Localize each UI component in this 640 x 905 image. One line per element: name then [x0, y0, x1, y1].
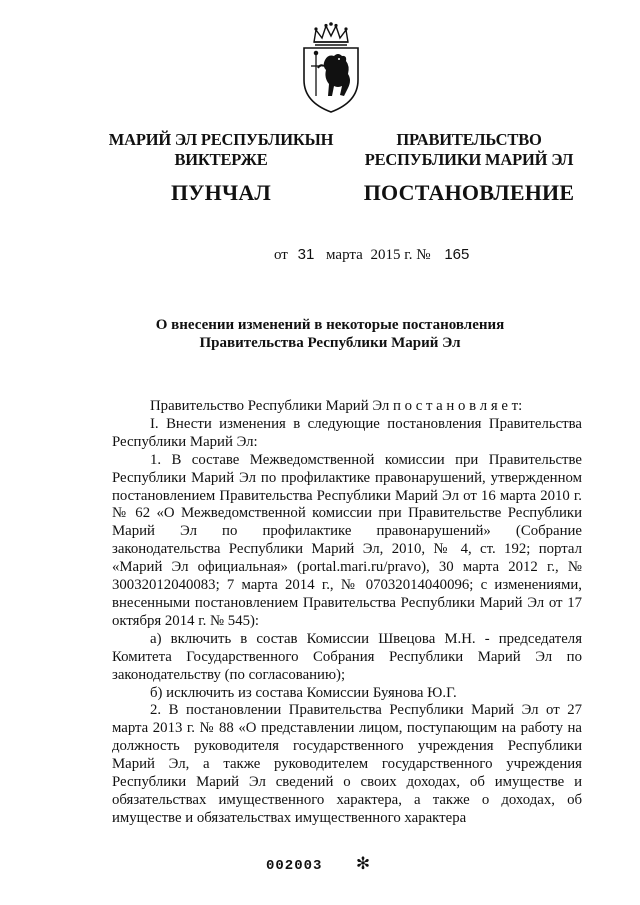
footer-serial-number: 002003: [266, 858, 323, 874]
footer-asterisk-mark: ✻: [355, 854, 372, 874]
document-title-line1: О внесении изменений в некоторые постановления: [155, 317, 505, 333]
document-number: 165: [444, 246, 470, 263]
date-prefix: от: [274, 247, 288, 263]
date-year: 2015 г. №: [370, 247, 431, 263]
header-left-line2: ВИКТЕРЖЕ: [174, 150, 268, 169]
date-month: марта: [326, 247, 363, 263]
document-title: [100, 316, 560, 352]
date-day: 31: [297, 246, 315, 263]
header-right-line1: ПРАВИТЕЛЬСТВО: [396, 130, 542, 149]
header-right-line2: РЕСПУБЛИКИ МАРИЙ ЭЛ: [364, 150, 574, 169]
document-title-line2: Правительства Республики Марий Эл: [199, 335, 461, 351]
header-right-doc-type: ПОСТАНОВЛЕНИЕ: [363, 180, 575, 205]
body-paragraph-item-1a: а) включить в состав Комиссии Швецова М.Н. - председателя Комитета Государственного Собрания Республики Марий Эл по законодательству (по согласованию);: [112, 630, 582, 683]
body-paragraph-item-1: 1. В составе Межведомственной комиссии при Правительстве Республики Марий Эл по профилактике правонарушений, утвержденном постановлением Правительства Республики Марий Эл от 16 марта 2010 г. № 62 «О Межведомственной комиссии при Правительстве Республики Марий Эл по профилактике правонарушений» (Собрание законодательства Республики Марий Эл, 2010, № 4, ст. 192; портал «Марий Эл официальная» (portal.mari.ru/pravo), 30 марта 2012 г., № 30032012040083; 7 марта 2014 г., № 07032014040096; с изменениями, внесенными постановлением Правительства Республики Марий Эл от 17 октября 2014 г. № 545):: [112, 451, 582, 629]
coat-of-arms-icon: [298, 22, 364, 114]
body-paragraph-decree: Правительство Республики Марий Эл п о с т а н о в л я е т:: [150, 398, 523, 414]
body-paragraph-item-2: 2. В постановлении Правительства Республики Марий Эл от 27 марта 2013 г. № 88 «О представлении лицом, поступающим на работу на должность руководителя государственного учреждения Республики Марий Эл, а также руководителем государственного учреждения Республики Марий Эл сведений о своих доходах, об имуществе и обязательствах имущественного характера, а также о доходах, об имуществе и обязательствах имущественного характера: [112, 702, 582, 826]
body-paragraph-section-1: I. Внести изменения в следующие постановления Правительства Республики Марий Эл:: [112, 415, 582, 450]
document-body: [112, 398, 582, 828]
header-right-block: [358, 130, 580, 206]
header-left-block: [96, 130, 346, 206]
header-left-line1: МАРИЙ ЭЛ РЕСПУБЛИКЫН: [108, 130, 334, 149]
document-date-line: [274, 246, 469, 264]
body-paragraph-item-1b: б) исключить из состава Комиссии Буянова Ю.Г.: [150, 684, 457, 701]
page-footer: [266, 854, 371, 874]
header-left-doc-type: ПУНЧАЛ: [171, 180, 271, 205]
